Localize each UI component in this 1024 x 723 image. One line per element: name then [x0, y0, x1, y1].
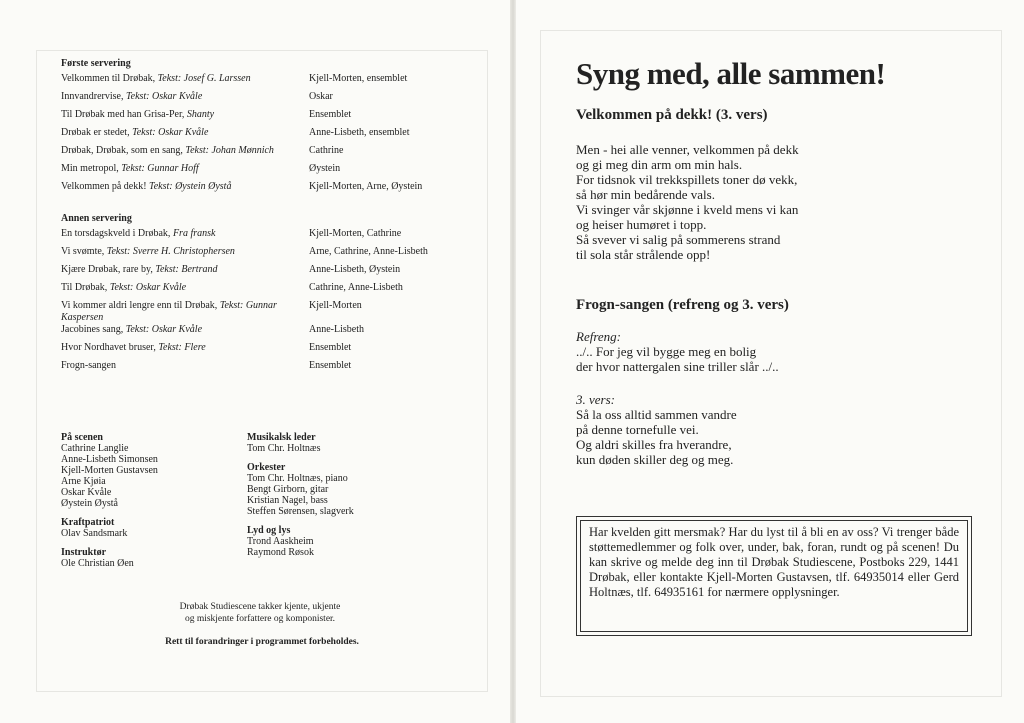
song-name: Til Drøbak med han Grisa-Per,: [61, 109, 185, 120]
refrain-block: [576, 329, 779, 374]
performer: Anne-Lisbeth, ensemblet: [309, 127, 410, 138]
credit-name: Arne Kjøia: [61, 476, 106, 487]
credit-name: Øystein Øystå: [61, 498, 118, 509]
membership-info-box: [576, 516, 972, 636]
program-item: [61, 228, 491, 246]
program-footnote: Rett til forandringer i programmet forbeholdes.: [165, 637, 359, 647]
program-item: [61, 181, 491, 199]
song-name: Vi svømte,: [61, 246, 105, 257]
song-credit: Tekst: Oskar Kvåle: [132, 127, 209, 138]
refrain-label: Refreng:: [576, 329, 621, 344]
credit-heading: På scenen: [61, 432, 103, 443]
credit-heading: Musikalsk leder: [247, 432, 316, 443]
credit-name: Raymond Røsok: [247, 547, 314, 558]
program-item: [61, 127, 491, 145]
credit-orchestra: [247, 462, 447, 517]
song-credit: Tekst: Oskar Kvåle: [125, 91, 203, 102]
credits-column-1: [61, 432, 241, 577]
credit-name: Ole Christian Øen: [61, 558, 134, 569]
credit-music-lead: [247, 432, 447, 454]
credit-name: Anne-Lisbeth Simonsen: [61, 454, 158, 465]
song-credit: Tekst: Flere: [158, 342, 206, 353]
lyric-line: Så svever vi salig på sommerens strand: [576, 232, 781, 247]
song-title-credit: [61, 73, 309, 91]
credit-instructor: [61, 547, 241, 569]
program-item: [61, 145, 491, 163]
lyric-line: på denne tornefulle vei.: [576, 422, 699, 437]
lyric-line: ../.. For jeg vil bygge meg en bolig: [576, 344, 757, 359]
lyric-line: Men - hei alle venner, velkommen på dekk: [576, 142, 799, 157]
song-title-credit: [61, 324, 309, 342]
program-item: [61, 163, 491, 181]
lyric-line: så hør min bedårende vals.: [576, 187, 715, 202]
credit-name: Kjell-Morten Gustavsen: [61, 465, 158, 476]
song-name: Innvandrervise,: [61, 91, 124, 102]
song-title-credit: [61, 145, 309, 163]
song-credit: Tekst: Bertrand: [155, 264, 218, 275]
performer: Ensemblet: [309, 360, 352, 371]
lyric-line: Vi svinger vår skjønne i kveld mens vi kan: [576, 202, 799, 217]
performer: Ensemblet: [309, 109, 352, 120]
program-item: [61, 91, 491, 109]
song-title-credit: [61, 163, 309, 181]
credit-name: Olav Sandsmark: [61, 528, 128, 539]
membership-info-text: Har kvelden gitt mersmak? Har du lyst til å bli en av oss? Vi trenger både støttemedlemmer og folk over, under, bak, foran, rundt og på scenen! Du kan skrive og melde deg inn til Drøbak Studiescene, Postboks 229, 1441 Drøbak, eller kontakte Kjell-Morten Gustavsen, tlf. 64935014 eller Gerd Holtnæs, tlf. 64935161 for nærmere opplysninger.: [580, 520, 968, 632]
program-item: [61, 360, 491, 378]
song-name: Jacobines sang,: [61, 324, 124, 335]
credit-name: Cathrine Langlie: [61, 443, 129, 454]
song-credit: Tekst: Sverre H. Christophersen: [106, 246, 235, 257]
song-name: Hvor Nordhavet bruser,: [61, 342, 156, 353]
program-item: [61, 264, 491, 282]
credits-column-2: [247, 432, 447, 566]
credit-name: Tom Chr. Holtnæs, piano: [247, 473, 348, 484]
song-name: Velkommen til Drøbak,: [61, 73, 156, 84]
song-title-credit: [61, 91, 309, 109]
section-heading: Annen servering: [61, 213, 132, 224]
song-credit: Tekst: Josef G. Larssen: [157, 73, 251, 84]
section-heading: Første servering: [61, 58, 131, 69]
program-item: [61, 73, 491, 91]
performer: Cathrine: [309, 145, 344, 156]
credit-heading: Orkester: [247, 462, 286, 473]
lyric-line: Og aldri skilles fra hverandre,: [576, 437, 732, 452]
performer: Anne-Lisbeth, Øystein: [309, 264, 401, 275]
credit-sound-light: [247, 525, 447, 558]
verse-label: 3. vers:: [576, 392, 615, 407]
song-credit: Tekst: Øystein Øystå: [149, 181, 232, 192]
song-credit: Tekst: Oskar Kvåle: [125, 324, 203, 335]
lyric-line: og heiser humøret i topp.: [576, 217, 707, 232]
program-item: [61, 109, 491, 127]
performer: Oskar: [309, 91, 333, 102]
credit-name: Tom Chr. Holtnæs: [247, 443, 321, 454]
song-credit: Tekst: Oskar Kvåle: [109, 282, 187, 293]
song-verse: [576, 142, 799, 262]
verse-block: [576, 392, 737, 467]
performer: Anne-Lisbeth: [309, 324, 364, 335]
performer: Kjell-Morten, Cathrine: [309, 228, 402, 239]
song-title-credit: [61, 282, 309, 300]
program-item: [61, 342, 491, 360]
performer: Øystein: [309, 163, 341, 174]
lyric-line: til sola står strålende opp!: [576, 247, 711, 262]
song-name: Frogn-sangen: [61, 360, 116, 371]
song-credit: Tekst: Gunnar Kaspersen: [61, 300, 277, 323]
song-title-credit: [61, 360, 309, 378]
song-credit: Fra fransk: [172, 228, 216, 239]
credit-name: Kristian Nagel, bass: [247, 495, 328, 506]
song-title-credit: [61, 181, 309, 199]
song-name: Til Drøbak,: [61, 282, 108, 293]
lyric-line: kun døden skiller deg og meg.: [576, 452, 734, 467]
song-credit: Tekst: Gunnar Hoff: [121, 163, 199, 174]
song-title-credit: [61, 109, 309, 127]
program-item: [61, 282, 491, 300]
song-credit: Tekst: Johan Mønnich: [185, 145, 274, 156]
song-title-credit: [61, 127, 309, 145]
song-name: Min metropol,: [61, 163, 119, 174]
song-title: Frogn-sangen (refreng og 3. vers): [576, 297, 789, 313]
lyric-line: Så la oss alltid sammen vandre: [576, 407, 737, 422]
song-name: Velkommen på dekk!: [61, 181, 147, 192]
credit-heading: Instruktør: [61, 547, 107, 558]
second-serving-section: [61, 213, 491, 378]
credit-on-stage: [61, 432, 241, 509]
song-title: Velkommen på dekk! (3. vers): [576, 107, 768, 123]
song-name: Drøbak, Drøbak, som en sang,: [61, 145, 183, 156]
lyric-line: For tidsnok vil trekkspillets toner dø vekk,: [576, 172, 798, 187]
program-listing: [61, 58, 491, 378]
performer: Kjell-Morten, ensemblet: [309, 73, 408, 84]
song-title-credit: [61, 246, 309, 264]
song-name: En torsdagskveld i Drøbak,: [61, 228, 171, 239]
credit-name: Trond Aaskheim: [247, 536, 314, 547]
thanks-line: Drøbak Studiescene takker kjente, ukjente: [179, 602, 341, 612]
thanks-note: [150, 601, 370, 625]
song-title-credit: [61, 228, 309, 246]
performer: Kjell-Morten: [309, 300, 362, 311]
page-title: Syng med, alle sammen!: [576, 56, 886, 91]
song-title-credit: [61, 264, 309, 282]
song-name: Kjære Drøbak, rare by,: [61, 264, 153, 275]
performer: Ensemblet: [309, 342, 352, 353]
credit-name: Oskar Kvåle: [61, 487, 112, 498]
first-serving-section: [61, 58, 491, 199]
song-title-credit: [61, 342, 309, 360]
program-item: [61, 246, 491, 264]
song-name: Drøbak er stedet,: [61, 127, 130, 138]
credit-heading: Lyd og lys: [247, 525, 291, 536]
credit-name: Bengt Girborn, gitar: [247, 484, 329, 495]
song-credit: Shanty: [186, 109, 215, 120]
program-item: [61, 324, 491, 342]
credit-kraftpatriot: [61, 517, 241, 539]
song-title-credit: [61, 300, 309, 324]
song-name: Vi kommer aldri lengre enn til Drøbak,: [61, 300, 218, 311]
credit-heading: Kraftpatriot: [61, 517, 115, 528]
program-item: [61, 300, 491, 324]
page-fold: [510, 0, 516, 723]
credit-name: Steffen Sørensen, slagverk: [247, 506, 354, 517]
performer: Arne, Cathrine, Anne-Lisbeth: [309, 246, 428, 257]
performer: Kjell-Morten, Arne, Øystein: [309, 181, 423, 192]
thanks-line: og miskjente forfattere og komponister.: [184, 614, 336, 624]
lyric-line: der hvor nattergalen sine triller slår ../..: [576, 359, 779, 374]
lyric-line: og gi meg din arm om min hals.: [576, 157, 743, 172]
performer: Cathrine, Anne-Lisbeth: [309, 282, 403, 293]
